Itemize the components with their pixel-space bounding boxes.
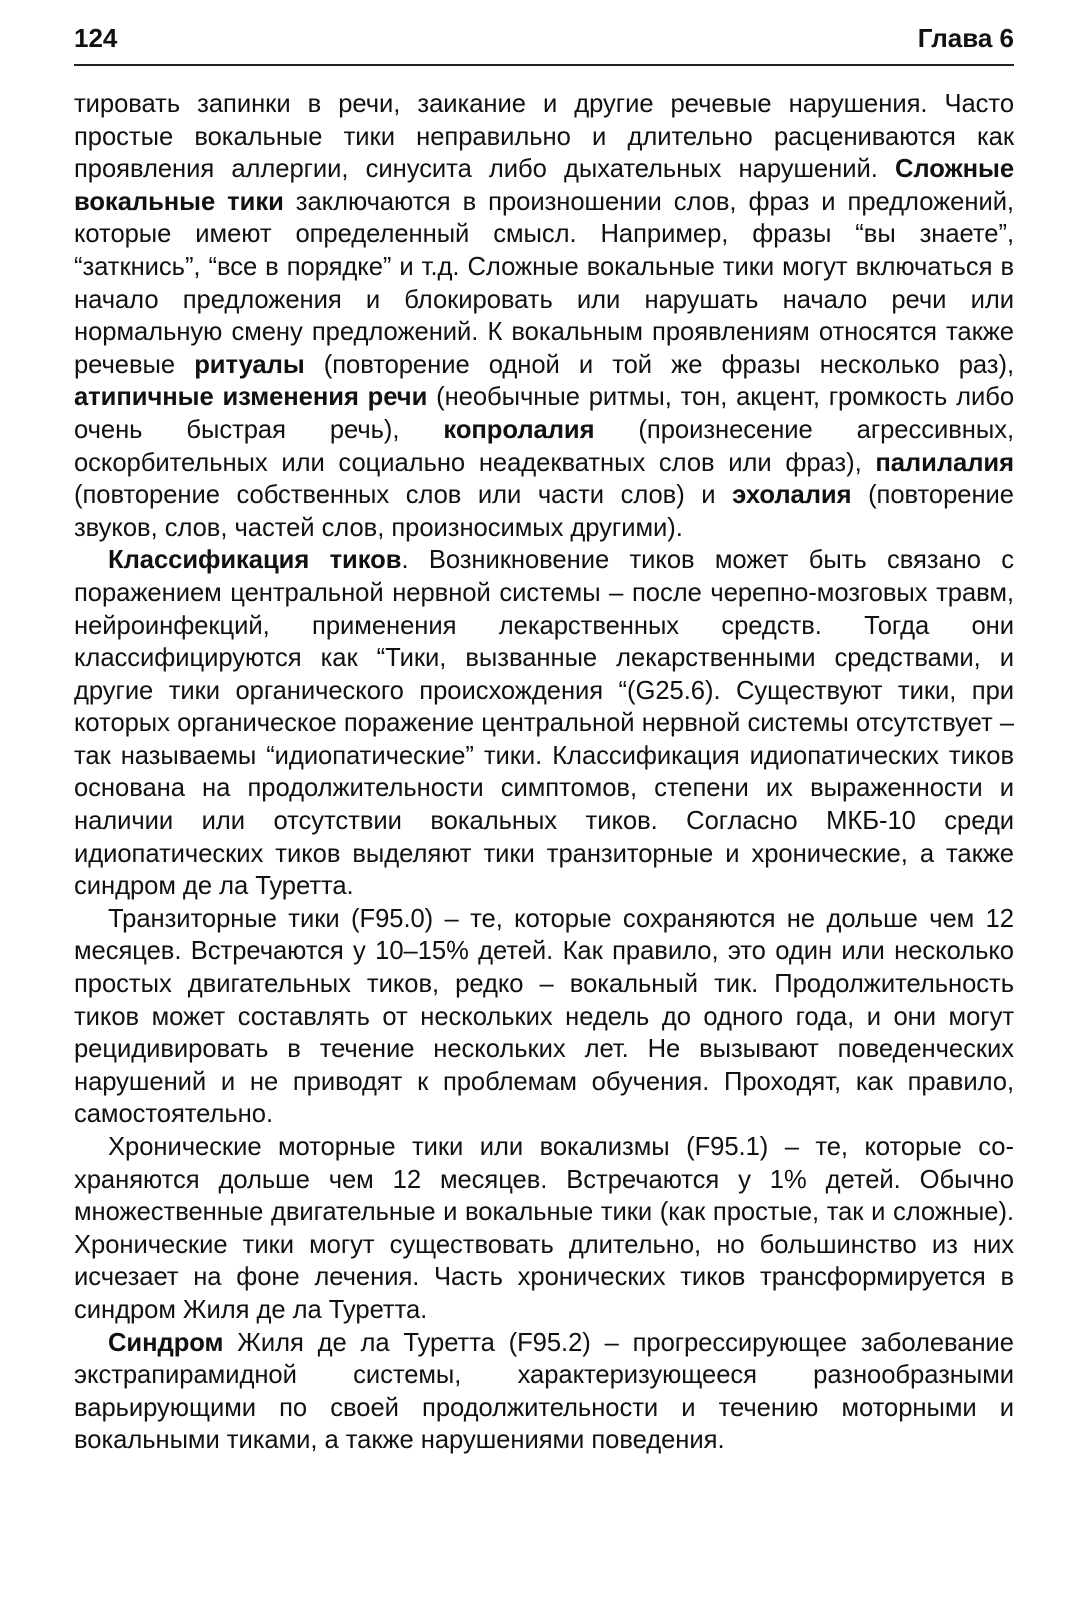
body-text	[74, 88, 1014, 1457]
term-rituals: ритуалы	[194, 350, 305, 379]
text-run: Хронические моторные тики или вокализмы (F95.1) – те, которые сохраняются дольше чем 12 месяцев. Встречаются у 1% детей. Обычно множественные двигательные и вокальные тики (как простые, так и сложные). Хронические тики могут существовать длительно, но большинство из них исчезает на фоне лечения. Часть хронических тиков трансформируется в синдром Жиля де ла Туретта.	[74, 1133, 1014, 1324]
term-tic-classification: Классификация тиков	[108, 546, 402, 575]
text-run: тировать запинки в речи, заикание и другие речевые нарушения. Часто простые вокальные тики неправильно и длительно расцениваются как проявления аллергии, синусита либо дыхательных нарушений.	[74, 90, 1014, 184]
paragraph-chronic-tics	[74, 1131, 1014, 1327]
term-echolalia: эхолалия	[732, 481, 852, 510]
term-coprolalia: копролалия	[443, 415, 595, 444]
page-number: 124	[74, 23, 118, 53]
paragraph-tourette-syndrome	[74, 1327, 1014, 1457]
text-run: (повторение одной и той же фразы несколько раз),	[304, 350, 1014, 379]
term-complex-vocal-tics: Сложные вокальные тики	[74, 155, 1014, 216]
term-palilalia: палилалия	[875, 448, 1014, 477]
paragraph-transient-tics	[74, 903, 1014, 1131]
paragraph-vocal-tics-continued	[74, 88, 1014, 544]
chapter-title: Глава 6	[917, 23, 1014, 53]
text-run: заключаются в произношении слов, фраз и предложений, которые имеют определенный смысл. Например, фразы “вы знаете”, “заткнись”, “все в порядке” и т.д. Сложные вокальные тики могут включаться в начало предложения и блокировать или нарушать начало речи или нормальную смену предложений. К вокальным проявлениям относятся также речевые	[74, 187, 1014, 379]
text-run: (повторение звуков, слов, частей слов, произносимых другими).	[74, 481, 1014, 542]
term-syndrome: Синдром	[108, 1328, 224, 1357]
text-run: (повторение собственных слов или части слов) и	[74, 481, 733, 510]
term-atypical-speech: атипичные изменения речи	[74, 383, 428, 412]
text-run: . Возникновение тиков может быть связано с поражением центральной нервной системы – после черепно-мозговых травм, нейроинфекций, применения лекарственных средств. Тогда они классифицируются как “Тики, вызванные лекарственными средствами, и другие тики органического происхождения “(G25.6). Существуют тики, при которых органическое поражение центральной нервной системы отсутствует – так называемы “идиопатические” тики. Классификация идиопатических тиков основана на продолжительности симптомов, степени их выраженности и наличии или отсутствии вокальных тиков. Согласно МКБ-10 среди идиопатических тиков выделяют тики транзиторные и хронические, а также синдром де ла Туретта.	[74, 546, 1014, 901]
running-head	[74, 20, 1014, 66]
text-run: (произнесение агрессивных, оскорбительных или социально неадекватных слов или фраз),	[74, 415, 1014, 477]
text-run: (необычные ритмы, тон, акцент, громкость либо очень быстрая речь),	[74, 383, 1014, 444]
paragraph-tic-classification	[74, 544, 1014, 903]
text-run: Транзиторные тики (F95.0) – те, которые сохраняются не дольше чем 12 месяцев. Встречаются у 10–15% детей. Как правило, это один или несколько простых двигательных тиков, редко – вокальный тик. Продолжительность тиков может составлять от нескольких недель до одного года, и они могут рецидивировать в течение нескольких лет. Не вызывают поведенческих нарушений и не приводят к проблемам обучения. Проходят, как правило, самостоятельно.	[74, 904, 1014, 1129]
text-run: Жиля де ла Туретта (F95.2) – прогрессирующее заболевание экстрапирамидной системы, характеризующееся разнообразными варьирующими по своей продолжительности и течению моторными и вокальными тиками, а также нарушениями поведения.	[74, 1328, 1014, 1455]
book-page	[74, 20, 1014, 1580]
